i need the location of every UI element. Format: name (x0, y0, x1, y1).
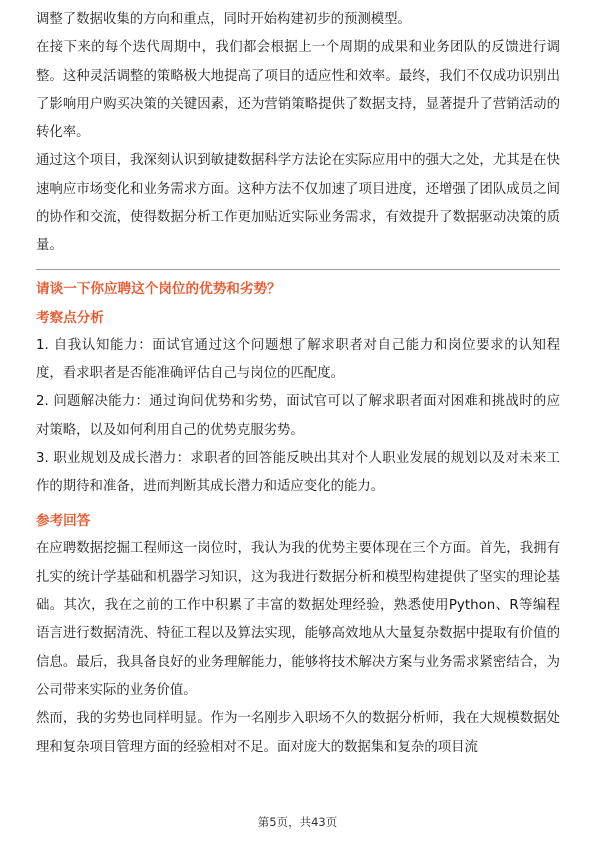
list-item: 1. 自我认知能力：面试官通过这个问题想了解求职者对自己能力和岗位要求的认知程度，看求职者是否能准确评估自己与岗位的匹配度。 (36, 337, 560, 381)
page-content (36, 6, 560, 762)
section-divider (36, 269, 560, 270)
analysis-heading: 考察点分析 (36, 309, 104, 326)
list-item: 2. 问题解决能力：通过询问优势和劣势，面试官可以了解求职者面对困难和挑战时的应对策略，以及如何利用自己的优势克服劣势。 (36, 394, 560, 438)
analysis-list (36, 332, 560, 502)
answer-paragraph: 然而，我的劣势也同样明显。作为一名刚步入职场不久的数据分析师，我在大规模数据处理和复杂项目管理方面的经验相对不足。面对庞大的数据集和复杂的项目流 (36, 711, 560, 755)
list-item: 3. 职业规划及成长潜力：求职者的回答能反映出其对个人职业发展的规划以及对未来工作的期待和准备，进而判断其成长潜力和适应变化的能力。 (36, 450, 560, 495)
page-number: 第5页，共43页 (257, 815, 338, 829)
paragraph: 调整了数据收集的方向和重点，同时开始构建初步的预测模型。 (36, 12, 411, 27)
answer-paragraph: 在应聘数据挖掘工程师这一岗位时，我认为我的优势主要体现在三个方面。首先，我拥有扎实的统计学基础和机器学习知识，这为我进行数据分析和模型构建提供了坚实的理论基础。其次，我在之前的工作中积累了丰富的数据处理经验，熟悉使用Python、R等编程语言进行数据清洗、特征工程以及算法实现，能够高效地从大量复杂数据中提取有价值的信息。最后，我具备良好的业务理解能力，能够将技术解决方案与业务需求紧密结合，为公司带来实际的业务价值。 (36, 541, 560, 698)
paragraph: 通过这个项目，我深刻认识到敏捷数据科学方法论在实际应用中的强大之处，尤其是在快速响应市场变化和业务需求方面。这种方法不仅加速了项目进度，还增强了团队成员之间的协作和交流，使得数据分析工作更加贴近实际业务需求，有效提升了数据驱动决策的质量。 (36, 153, 560, 254)
answer-heading: 参考回答 (36, 513, 91, 530)
question-heading: 请谈一下你应聘这个岗位的优势和劣势？ (36, 280, 281, 297)
paragraph: 在接下来的每个迭代周期中，我们都会根据上一个周期的成果和业务团队的反馈进行调整。这种灵活调整的策略极大地提高了项目的适应性和效率。最终，我们不仅成功识别出了影响用户购买决策的关键因素，还为营销策略提供了数据支持，显著提升了营销活动的转化率。 (36, 40, 560, 141)
